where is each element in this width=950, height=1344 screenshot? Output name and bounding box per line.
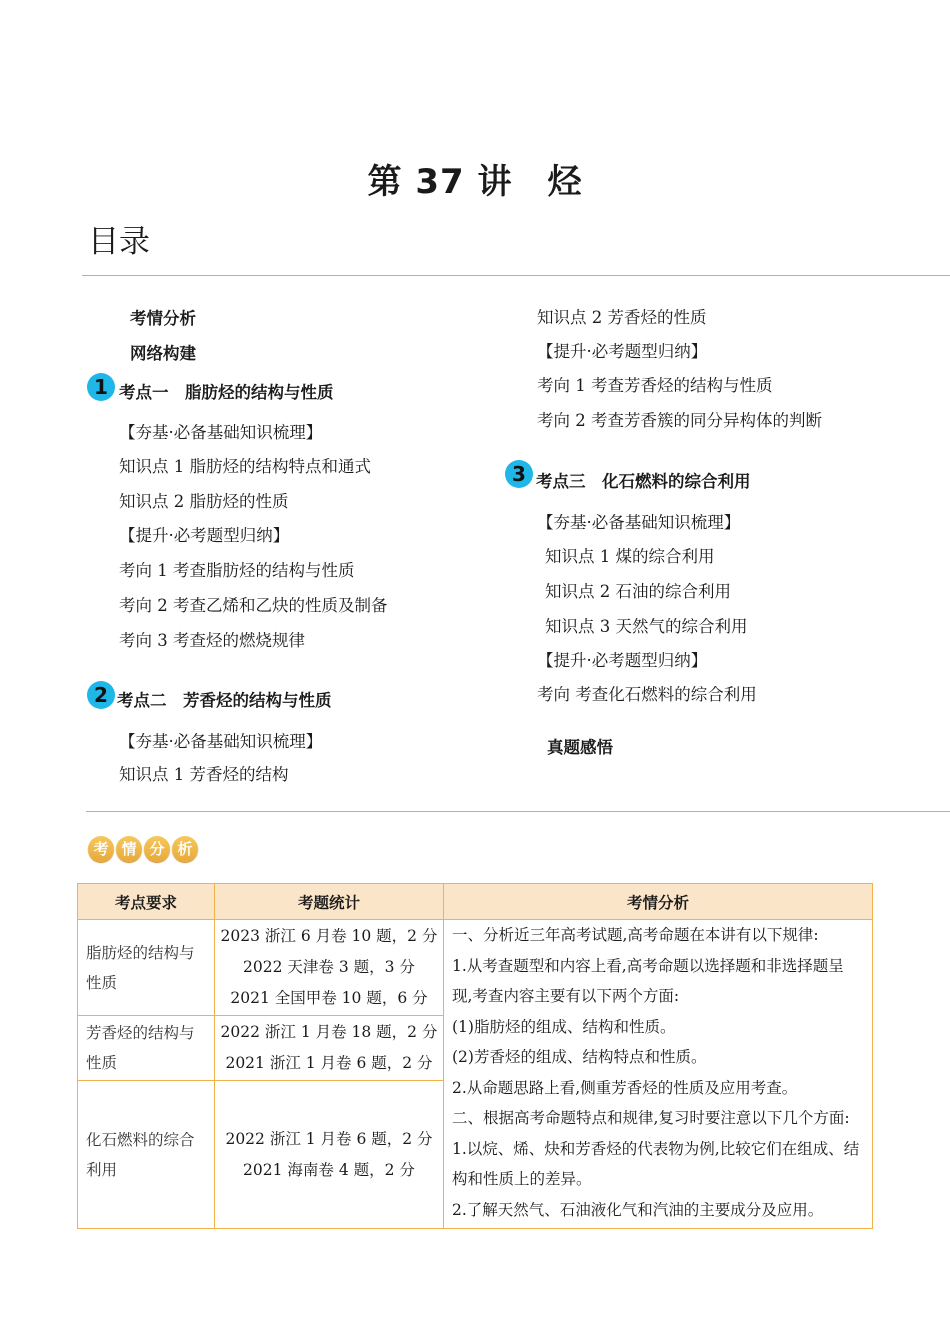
exam-analysis-table	[77, 883, 873, 1229]
toc-network[interactable]: 网络构建	[130, 344, 196, 363]
toc-item[interactable]: 知识点 1 脂肪烃的结构特点和通式	[119, 457, 371, 476]
stat-line: 2022 天津卷 3 题，3 分	[243, 958, 415, 976]
toc-item[interactable]: 考向 1 考查脂肪烃的结构与性质	[119, 561, 355, 580]
stat-line: 2021 浙江 1 月卷 6 题，2 分	[225, 1054, 433, 1072]
stat-line: 2021 全国甲卷 10 题，6 分	[230, 989, 428, 1007]
point3-badge-icon: 3	[505, 460, 533, 488]
toc-item[interactable]: 【提升·必考题型归纳】	[537, 342, 708, 361]
toc-heading: 目录	[88, 224, 150, 260]
table-header-row	[78, 884, 873, 920]
stats-cell	[215, 1081, 444, 1229]
toc-item[interactable]: 考向 3 考查烃的燃烧规律	[119, 631, 305, 650]
stats-cell	[215, 920, 444, 1016]
page-title: 第 37 讲 烃	[367, 162, 583, 202]
toc-analysis[interactable]: 考情分析	[130, 309, 196, 328]
toc-item[interactable]: 【提升·必考题型归纳】	[119, 526, 290, 545]
analysis-line: 二、根据高考命题特点和规律,复习时要注意以下几个方面:	[452, 1109, 850, 1127]
section-tag-char: 考	[88, 836, 114, 862]
section-tag	[88, 836, 198, 862]
analysis-line: (1)脂肪烃的组成、结构和性质。	[452, 1017, 676, 1036]
toc-item[interactable]: 考向 2 考查乙烯和乙炔的性质及制备	[119, 596, 388, 615]
toc-item[interactable]: 【夯基·必备基础知识梳理】	[119, 423, 323, 442]
topic-cell: 化石燃料的综合利用	[78, 1081, 215, 1229]
toc-item[interactable]: 考向 考查化石燃料的综合利用	[537, 685, 757, 704]
toc-item[interactable]: 考向 2 考查芳香簇的同分异构体的判断	[537, 411, 822, 430]
section-tag-char: 析	[172, 836, 198, 862]
section-tag-char: 分	[144, 836, 170, 862]
toc-item[interactable]: 【夯基·必备基础知识梳理】	[537, 513, 741, 532]
toc-item[interactable]: 知识点 2 芳香烃的性质	[537, 308, 707, 327]
top-divider	[82, 275, 950, 276]
point2-badge-icon: 2	[87, 681, 115, 709]
header-analysis: 考情分析	[444, 884, 873, 920]
toc-point3[interactable]: 考点三 化石燃料的综合利用	[536, 472, 751, 491]
bottom-divider	[86, 811, 950, 812]
point1-badge-icon: 1	[87, 373, 115, 401]
toc-item[interactable]: 【夯基·必备基础知识梳理】	[119, 732, 323, 751]
topic-cell: 芳香烃的结构与性质	[78, 1016, 215, 1081]
analysis-line: 一、分析近三年高考试题,高考命题在本讲有以下规律:	[452, 926, 819, 944]
toc-real-exam[interactable]: 真题感悟	[547, 738, 613, 757]
toc-point2[interactable]: 考点二 芳香烃的结构与性质	[117, 691, 332, 710]
stat-line: 2022 浙江 1 月卷 6 题，2 分	[225, 1129, 433, 1148]
header-stats: 考题统计	[215, 884, 444, 920]
toc-item[interactable]: 知识点 2 脂肪烃的性质	[119, 492, 289, 511]
toc-item[interactable]: 考向 1 考查芳香烃的结构与性质	[537, 376, 773, 395]
toc-item[interactable]: 知识点 3 天然气的综合利用	[545, 617, 748, 636]
toc-item[interactable]: 知识点 1 煤的综合利用	[545, 547, 715, 566]
header-topic: 考点要求	[78, 884, 215, 920]
analysis-cell	[444, 920, 873, 1229]
toc-item[interactable]: 【提升·必考题型归纳】	[537, 651, 708, 670]
analysis-line: 2.从命题思路上看,侧重芳香烃的性质及应用考查。	[452, 1078, 798, 1097]
toc-point1[interactable]: 考点一 脂肪烃的结构与性质	[119, 383, 334, 402]
analysis-line: 1.以烷、烯、炔和芳香烃的代表物为例,比较它们在组成、结构和性质上的差异。	[452, 1139, 860, 1188]
stat-line: 2021 海南卷 4 题，2 分	[243, 1160, 415, 1179]
section-tag-char: 情	[116, 836, 142, 862]
stats-cell	[215, 1016, 444, 1081]
analysis-line: (2)芳香烃的组成、结构特点和性质。	[452, 1048, 707, 1066]
stat-line: 2023 浙江 6 月卷 10 题，2 分	[220, 927, 438, 945]
analysis-line: 1.从考查题型和内容上看,高考命题以选择题和非选择题呈现,考查内容主要有以下两个方面:	[452, 956, 844, 1005]
toc-item[interactable]: 知识点 1 芳香烃的结构	[119, 765, 289, 784]
topic-cell: 脂肪烃的结构与性质	[78, 920, 215, 1016]
toc-item[interactable]: 知识点 2 石油的综合利用	[545, 582, 731, 601]
analysis-line: 2.了解天然气、石油液化气和汽油的主要成分及应用。	[452, 1200, 824, 1219]
stat-line: 2022 浙江 1 月卷 18 题，2 分	[220, 1023, 438, 1041]
table-row	[78, 920, 873, 1016]
